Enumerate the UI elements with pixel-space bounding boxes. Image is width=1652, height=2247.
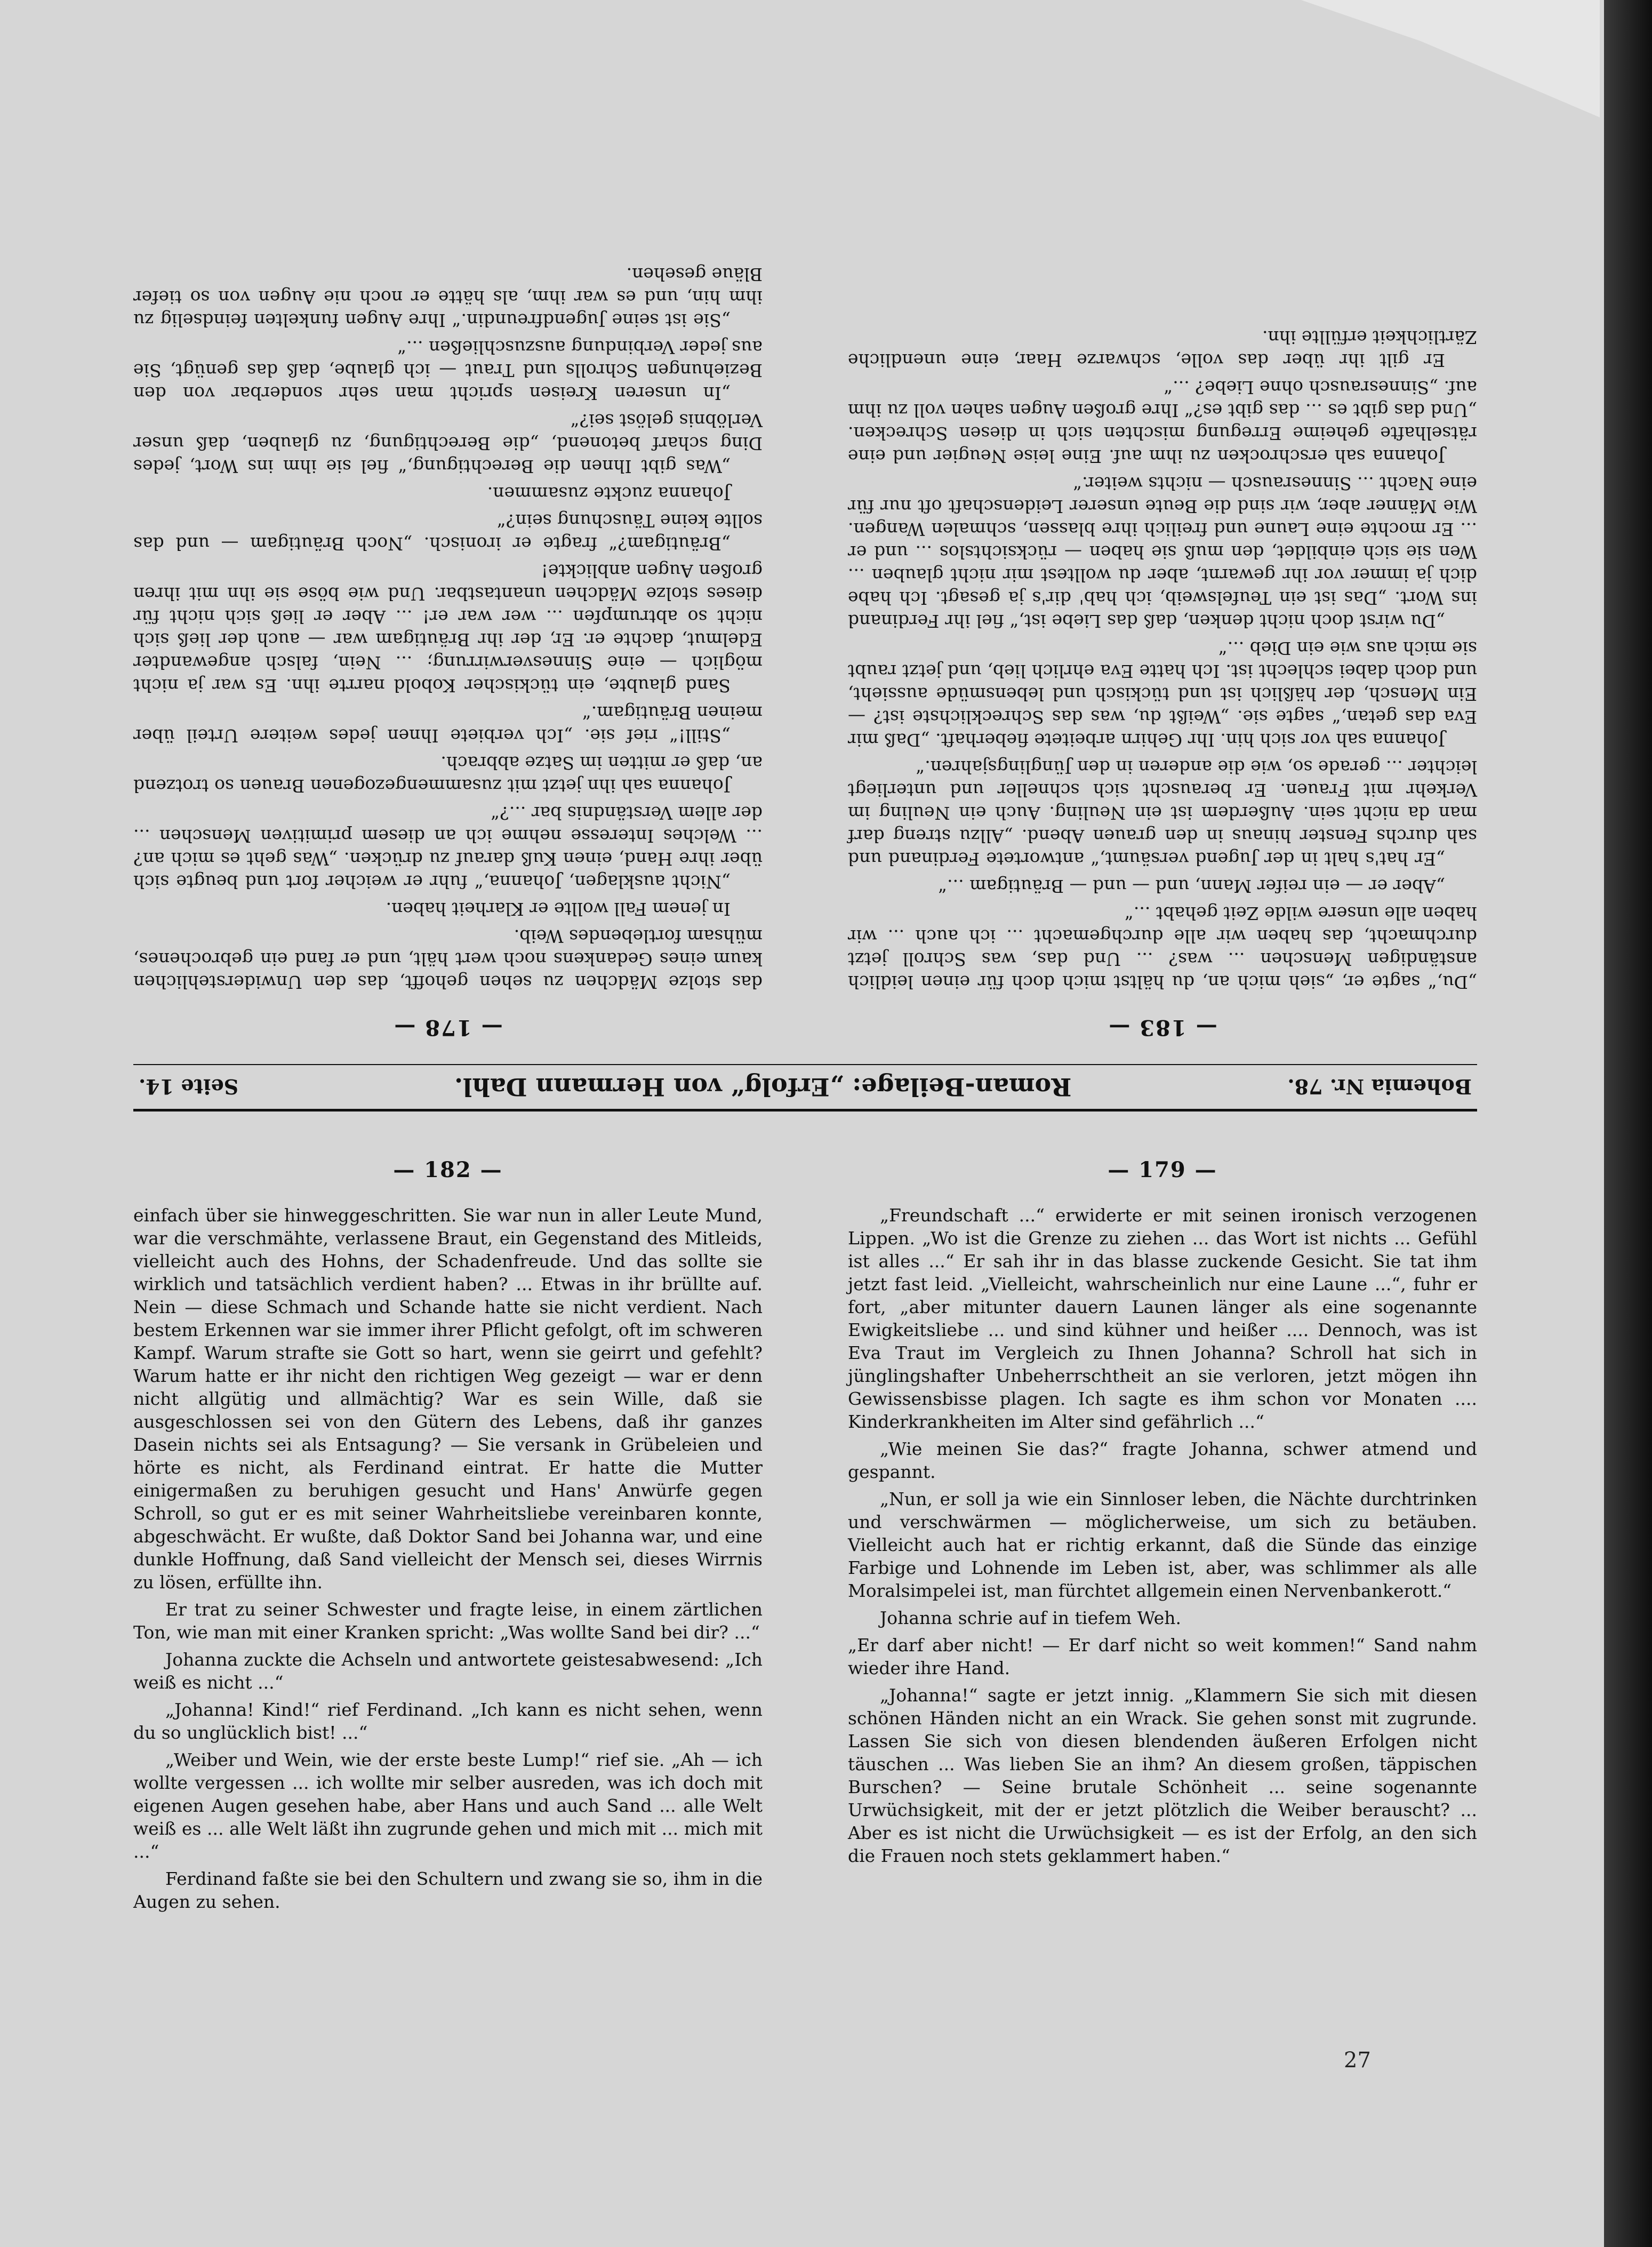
- page-182-text: [133, 1204, 763, 1913]
- page-178-column: [133, 21, 763, 1051]
- header-page: Seite 14.: [139, 1075, 239, 1099]
- paragraph: „Er hat's halt in der Jugend versäumt,“ antwortete Ferdinand und sah durchs Fenster hinaus in den grauen Abend. „Allzu streng darf man da nicht sein. Außerdem ist ein Neuling. Auch ein Neuling im Verkehr mit Frauen. Er berauscht sich schneller und unterliegt leichter ... gerade so, wie die anderen in den Jünglingsjahren.“: [848, 757, 1477, 869]
- page-number: — 183 —: [1108, 1015, 1217, 1040]
- running-header: [133, 1064, 1477, 1111]
- scan-edge-shadow: [1604, 0, 1652, 2247]
- paragraph: „Sie ist seine Jugendfreundin.“ Ihre Augen funkelten feindselig zu ihm hin, und es war ihm, als hätte er noch nie Augen von so tiefer Bläue gesehen.: [133, 264, 763, 331]
- paragraph: „Nun, er soll ja wie ein Sinnloser leben, die Nächte durchtrinken und verschwärmen — möglicherweise, um sich zu betäuben. Vielleicht auch hat er richtig erkannt, daß die Sünde das einzige Farbige und Lohnende im Leben ist, aber, was schlimmer als alle Moralsimpelei ist, man fürchtet allgemein einen Nervenbankerott.“: [848, 1489, 1477, 1601]
- page-number: — 182 —: [393, 1157, 503, 1182]
- page-179-text: [848, 1204, 1477, 1867]
- paragraph: das stolze Mädchen zu sehen gehofft, das den Unwiderstehlichen kaum eines Gedankens noch wert hält, und er fand ein gebrochenes, mühsam fortlebendes Weib.: [133, 926, 763, 993]
- page-number: — 179 —: [1108, 1157, 1217, 1182]
- paragraph: „Aber er — ein reifer Mann, und — und — Bräutigam ...“: [938, 876, 1445, 897]
- paragraph: „Still!“ rief sie. „Ich verbiete Ihnen jedes weitere Urteil über meinen Bräutigam.“: [133, 702, 763, 746]
- header-title: Roman-Beilage: „Erfolg“ von Hermann Dahl.: [454, 1073, 1072, 1101]
- page-stamp: 27: [1344, 2048, 1371, 2073]
- paragraph: Johanna sah erschrocken zu ihm auf. Eine leise Neugier und eine rätselhafte geheime Erregung mischten sich in diesen Schrecken. „Und das gibt es ... das gibt es?“ Ihre großen Augen sahen voll zu ihm auf. „Sinnesrausch ohne Liebe? ...“: [848, 377, 1477, 467]
- paragraph: Johanna sah ihn jetzt mit zusammengezogenen Brauen so trotzend an, daß er mitten im Satze abbrach.: [133, 753, 763, 796]
- paragraph: Johanna zuckte die Achseln und antwortete geistesabwesend: „Ich weiß es nicht ...“: [133, 1649, 763, 1693]
- paragraph: „Johanna!“ sagte er jetzt innig. „Klammern Sie sich mit diesen schönen Händen nicht an ein Wrack. Sie gehen sonst mit zugrunde. Lassen Sie sich von diesen blendenden äußeren Erfolgen nicht täuschen ... Was lieben Sie an ihm? An diesem großen, täppischen Burschen? — Seine brutale Schönheit ... seine sogenannte Urwüchsigkeit, mit der er jetzt plötzlich die Weiber berauscht? ... Aber es ist nicht die Urwüchsigkeit — es ist der Erfolg, an den sich die Frauen noch stets geklammert haben.“: [848, 1685, 1477, 1866]
- page-178-text: [133, 263, 763, 994]
- paragraph: Er gilt ihr über das volle, schwarze Haar, eine unendliche Zärtlichkeit erfüllte ihn.: [848, 327, 1477, 371]
- paragraph: Ferdinand faßte sie bei den Schultern und zwang sie so, ihm in die Augen zu sehen.: [133, 1868, 763, 1912]
- paragraph: „Freundschaft ...“ erwiderte er mit seinen ironisch verzogenen Lippen. „Wo ist die Grenze zu ziehen ... das Wort ist nichts ... Gefühl ist alles ...“ Er sah ihr in das blasse zuckende Gesicht. Sie tat ihm jetzt fast leid. „Vielleicht, wahrscheinlich nur eine Laune ...“, fuhr er fort, „aber mitunter dauern Launen länger als eine sogenannte Ewigkeitsliebe ... und sind kühner und heißer .... Dennoch, was ist Eva Traut im Vergleich zu Ihnen Johanna? Schroll hat sich in jünglingshafter Unbeherrschtheit an sie verloren, jetzt mögen ihn Gewissensbisse plagen. Ich sagte es ihm schon vor Monaten .... Kinderkrankheiten im Alter sind gefährlich ...“: [848, 1205, 1477, 1432]
- paragraph: Johanna schrie auf in tiefem Weh.: [880, 1608, 1182, 1628]
- upper-half-rotated: [133, 21, 1477, 1051]
- paragraph: „Du wirst doch nicht denken, daß das Liebe ist,“ fiel ihr Ferdinand ins Wort. „Das ist ein Teufelsweib, ich hab' dir's ja gesagt. Ich habe dich ja immer vor ihr gewarnt, aber du wolltest mir nicht glauben ... Wen sie sich einbildet, den muß sie haben — rücksichtslos ... und er ... Er mochte eine Laune und freilich ihre blassen, schmalen Wangen. Wie Männer aber, wir sind die Beute unserer Leidenschaft oft nur für eine Nacht ... Sinnesrausch — nichts weiter.“: [848, 473, 1477, 631]
- page-179-column: [848, 1147, 1477, 2176]
- paragraph: „Bräutigam?“ fragte er ironisch. „Noch Bräutigam — und das sollte keine Täuschung sein?“: [133, 510, 763, 554]
- paragraph: In jenem Fall wollte er Klarheit haben.: [386, 899, 731, 919]
- paragraph: Er trat zu seiner Schwester und fragte leise, in einem zärtlichen Ton, wie man mit einer Kranken spricht: „Was wollte Sand bei dir? ...“: [133, 1599, 763, 1643]
- header-issue: Bohemia Nr. 78.: [1287, 1075, 1472, 1099]
- lower-half: [133, 1147, 1477, 2176]
- page-182-column: [133, 1147, 763, 2176]
- paragraph: „In unseren Kreisen spricht man sehr sonderbar von den Beziehungen Schrolls und Traut — ich glaube, daß das genügt, Sie aus jeder Verbindung auszuschließen ...“: [133, 337, 763, 404]
- paragraph: „Wie meinen Sie das?“ fragte Johanna, schwer atmend und gespannt.: [848, 1438, 1477, 1482]
- paragraph: „Weiber und Wein, wie der erste beste Lump!“ rief sie. „Ah — ich wollte vergessen ... ich wollte mir selber ausreden, was ich doch mit eigenen Augen gesehen habe, aber Hans und auch Sand ... alle Welt weiß es ... alle Welt läßt ihn zugrunde gehen und mich mit ... mich mit ...“: [133, 1749, 763, 1862]
- paragraph: „Er darf aber nicht! — Er darf nicht so weit kommen!“ Sand nahm wieder ihre Hand.: [848, 1635, 1477, 1678]
- page-183-column: [848, 21, 1477, 1051]
- paragraph: „Was gibt Ihnen die Berechtigung,“ fiel sie ihm ins Wort, jedes Ding scharf betonend, „die Berechtigung, zu glauben, daß unser Verlöbnis gelöst sei?“: [133, 410, 763, 477]
- paragraph: „Du,“ sagte er, „sieh mich an, du hältst mich doch für einen leidlich anständigen Menschen ... was? ... Und das, was Schroll jetzt durchmacht, das haben wir alle durchgemacht ... ich auch ... wir haben alle unsere wilde Zeit gehabt ...“: [848, 903, 1477, 993]
- page-183-text: [848, 326, 1477, 994]
- page-number: — 178 —: [393, 1015, 503, 1040]
- paragraph: „Johanna! Kind!“ rief Ferdinand. „Ich kann es nicht sehen, wenn du so unglücklich bist! ...“: [133, 1699, 763, 1743]
- paragraph: „Nicht ausklagen, Johanna,“ fuhr er weicher fort und beugte sich über ihre Hand, einen Kuß darauf zu drücken. „Was geht es mich an? ... Welches Interesse nehme ich an diesem primitiven Menschen ... der allem Verständnis bar ...?“: [133, 803, 763, 892]
- paragraph: Johanna zuckte zusammen.: [487, 483, 731, 504]
- paragraph: Sand glaubte, ein tückischer Kobold narrte ihn. Es war ja nicht möglich — eine Sinnesverwirrung; ... Nein, falsch angewandter Edelmut, dachte er. Er, der ihr Bräutigam war — auch der ließ sich nicht so abtrumpfen ... wer war er! ... Aber er ließ sich nicht für dieses stolze Mädchen unantastbar. Und wie böse sie ihn mit ihren großen Augen anblickte!: [133, 561, 763, 696]
- paragraph: einfach über sie hinweggeschritten. Sie war nun in aller Leute Mund, war die verschmähte, verlassene Braut, ein Gegenstand des Mitleids, vielleicht auch des Hohns, der Schadenfreude. Und das sollte sie wirklich und tatsächlich verdient haben? ... Etwas in ihr brüllte auf. Nein — diese Schmach und Schande hatte sie nicht verdient. Nach bestem Erkennen war sie immer ihrer Pflicht gefolgt, oft im schweren Kampf. Warum strafte sie Gott so hart, wenn sie geirrt und gefehlt? Warum hatte er ihr nicht den richtigen Weg gezeigt — war er denn nicht allgütig und allmächtig? War es sein Wille, daß sie ausgeschlossen sei von den Gütern des Lebens, daß ihr ganzes Dasein nichts sei als Entsagung? — Sie versank in Grübeleien und hörte es nicht, als Ferdinand eintrat. Er hatte die Mutter einigermaßen zu beruhigen gesucht und Hans' Anwürfe gegen Schroll, so gut er es mit seiner Wahrheitsliebe vereinbaren konnte, abgeschwächt. Er wußte, daß Doktor Sand bei Johanna war, und eine dunkle Hoffnung, daß Sand vielleicht der Mensch sei, dieses Wirrnis zu lösen, erfüllte ihn.: [133, 1205, 763, 1593]
- paragraph: Johanna sah vor sich hin. Ihr Gehirn arbeitete fieberhaft. „Daß mir Eva das getan,“ sagte sie. „Weißt du, was das Schrecklichste ist? — Ein Mensch, der häßlich ist und tückisch und lebensmüde aussieht, und doch dabei schlecht ist. Ich hatte Eva ehrlich lieb, und jetzt raubt sie mich aus wie ein Dieb ...“: [848, 638, 1477, 750]
